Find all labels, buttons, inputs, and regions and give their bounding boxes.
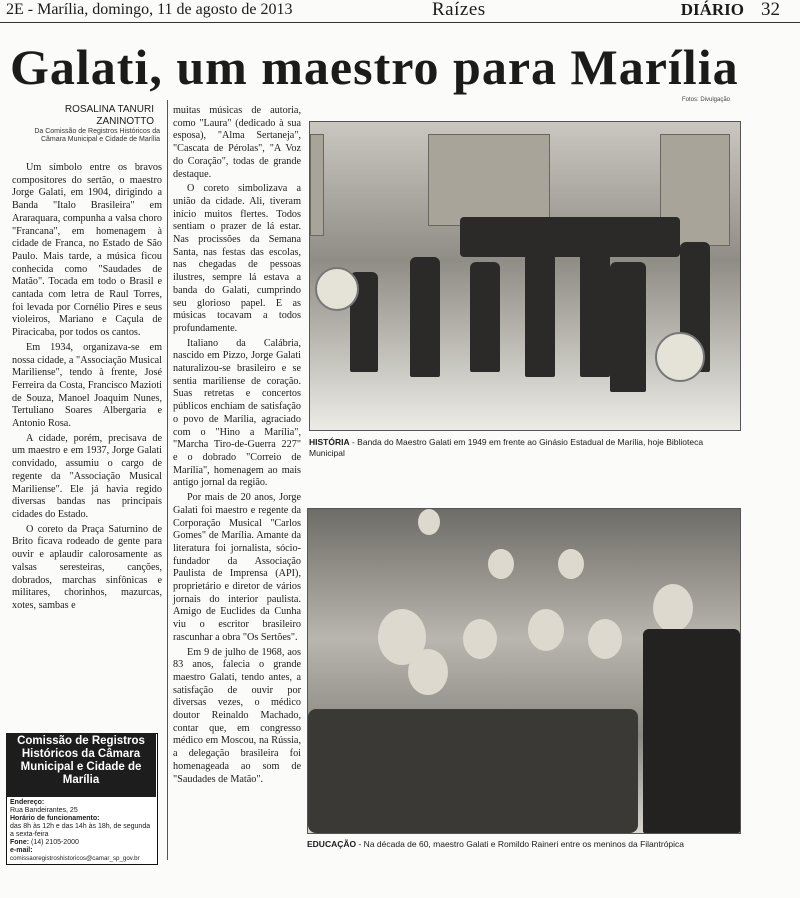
face-shape <box>588 619 622 659</box>
address-label: Endereço: <box>10 799 45 806</box>
crowd-shadow <box>308 709 638 833</box>
band-photo <box>309 121 741 431</box>
column-divider <box>167 100 168 860</box>
email-value: comissaoregistroshistoricos@camar_sp_gov.br <box>10 855 140 862</box>
children-photo <box>307 508 741 834</box>
photo-caption-1 <box>309 437 729 459</box>
email-label: e-mail: <box>10 847 33 854</box>
page-number: 32 <box>761 0 780 20</box>
paragraph: O coreto da Praça Saturnino de Brito ficava rodeado de gente para ouvir e aplaudir calorosamente as valsas seresteiras, canções, dobrados, marchas sinfônicas e militares, chorinhos, mazurcas, xotes, sambas e <box>12 523 162 611</box>
maestro-figure <box>643 629 740 833</box>
hours-label: Horário de funcionamento: <box>10 815 100 822</box>
paragraph: O coreto simbolizava a união da cidade. Ali, tiveram início muitos flertes. Todos sentiam o prazer de lá estar. Nas procissões da Semana Santa, nas festas das escolas, nas chegadas de pessoas ilustres, sempre lá estava a banda do Galati, cumprindo seu glorioso papel. E as músicas tocavam a todos profundamente. <box>173 183 301 334</box>
photo-caption-2 <box>307 839 739 850</box>
musician-figure <box>410 257 440 377</box>
face-shape <box>463 619 497 659</box>
tuba-shape <box>655 332 705 382</box>
face-shape <box>408 649 448 695</box>
byline-author: ROSALINA TANURI ZANINOTTO <box>64 104 154 127</box>
article-column-1 <box>12 162 162 615</box>
musician-figure <box>525 252 555 377</box>
face-shape <box>653 584 693 632</box>
caption-label: HISTÓRIA <box>309 437 350 447</box>
byline-affiliation: Da Comissão de Registros Históricos da Câmara Municipal e Cidade de Marília <box>34 128 160 143</box>
caption-text: - Banda do Maestro Galati em 1949 em frente ao Ginásio Estadual de Marília, hoje Biblioteca Municipal <box>309 437 704 458</box>
building-door <box>310 134 324 236</box>
building-door <box>428 134 550 226</box>
musician-figure <box>580 247 610 377</box>
musician-figure <box>470 262 500 372</box>
hours-value: das 8h às 12h e das 14h às 18h, de segunda a sexta-feira <box>10 823 151 838</box>
section-date: 2E - Marília, domingo, 11 de agosto de 2013 <box>6 1 293 18</box>
paragraph: A cidade, porém, precisava de um maestro e em 1937, Jorge Galati convidado, assumiu o cargo de regente da "Associação Musical Mariliense". Ele já havia regido diversas bandas nas principais cidades do Estado. <box>12 432 162 520</box>
face-shape <box>528 609 564 651</box>
conductor-figure <box>610 262 646 392</box>
face-shape <box>418 509 440 535</box>
caption-label: EDUCAÇÃO <box>307 839 357 849</box>
band-back-row <box>460 217 680 257</box>
info-box-body <box>10 799 154 863</box>
phone-label: Fone: <box>10 839 30 846</box>
face-shape <box>558 549 584 579</box>
headline: Galati, um maestro para Marília <box>10 39 739 95</box>
phone-value: (14) 2105-2000 <box>31 839 79 846</box>
paragraph: Em 9 de julho de 1968, aos 83 anos, falecia o grande maestro Galati, tendo antes, a satisfação de ouvir por diversas vezes, o médico doutor Reinaldo Machado, contar que, em congresso médico em Moscou, na Rússia, a delegação brasileira foi homenageada ao som de "Saudades de Matão". <box>173 646 301 785</box>
address-value: Rua Bandeirantes, 25 <box>10 807 78 814</box>
paragraph: Italiano da Calábria, nascido em Pizzo, Jorge Galati naturalizou-se brasileiro e se sentia mariliense de coração. Suas retretas e concertos públicos enchiam de satisfação o povo de Marília, agraciado com o "Hino a Marília", "Marcha Tiro-de-Guerra 227" e o dobrado "Correio de Marília", homenagem ao mais antigo jornal da região. <box>173 337 301 489</box>
article-column-2 <box>173 105 301 788</box>
section-name: Raízes <box>432 0 486 20</box>
paragraph: Em 1934, organizava-se em nossa cidade, a "Associação Musical Mariliense", tendo à frente, José Ferreira da Costa, Francisco Mazioti de Souza, Manoel Joaquim Nunes, Tertuliano Soares Albergaria e Antonio Rosa. <box>12 341 162 430</box>
paragraph: Um símbolo entre os bravos compositores do sertão, o maestro Jorge Galati, em 1904, dirigindo a Banda "Italo Brasileira" em Araraquara, compunha a valsa choro "Francana", em homenagem à cidade de Franca, no Estado de São Paulo. Mais tarde, a música ficou conhecida como "Saudades de Matão". Tocada em todo o Brasil e cantada com letra de Raul Torres, foi levada por Cornélio Pires e seus violeiros, Mariano e Caçula de Piracicaba, por todos os cantos. <box>12 162 162 339</box>
newspaper-name: DIÁRIO <box>680 0 744 19</box>
face-shape <box>488 549 514 579</box>
paragraph: Por mais de 20 anos, Jorge Galati foi maestro e regente da Corporação Musical "Carlos Gomes" de Marília. Amante da literatura foi jornalista, sócio-fundador da Associação Paulista de Imprensa (API), proprietário e diretor de vários jornais do interior paulista. Amigo de Euclides da Cunha viu o escritor brasileiro rascunhar a obra "Os Sertões". <box>173 492 301 643</box>
photo-credit: Fotos: Divulgação <box>682 97 731 103</box>
tuba-shape <box>315 267 359 311</box>
caption-text: - Na década de 60, maestro Galati e Romildo Raineri entre os meninos da Filantrópica <box>356 839 685 849</box>
info-box-title: Comissão de Registros Históricos da Câmara Municipal e Cidade de Marília <box>6 733 156 797</box>
paragraph: muitas músicas de autoria, como "Laura" (dedicado à sua esposa), "Alma Sertaneja", "Cascata de Pérolas", "A Voz do Coração", todas de grande destaque. <box>173 105 301 180</box>
